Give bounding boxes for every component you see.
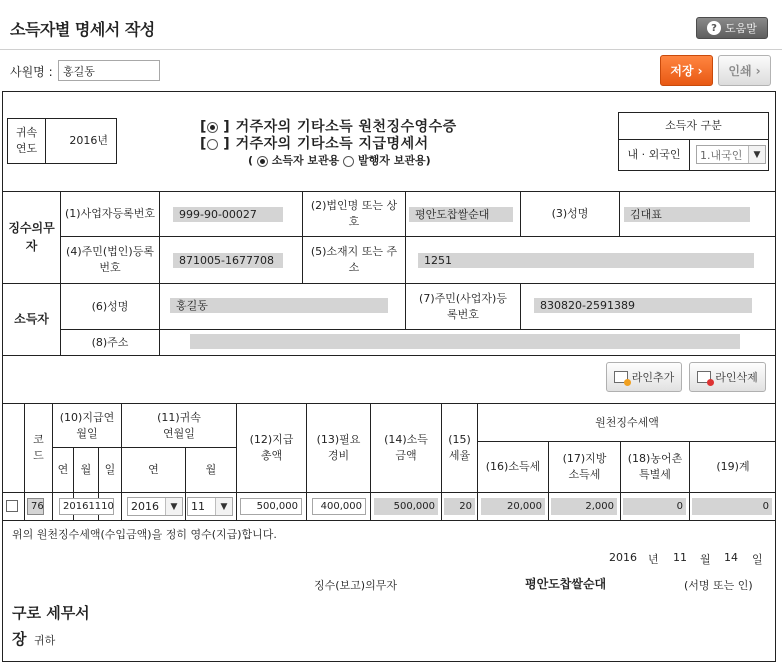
col-rate-header: (15)세율 <box>448 433 471 462</box>
earner-address-field[interactable] <box>190 334 740 349</box>
issue-date-year: 2016 <box>609 551 637 564</box>
issue-date-day: 14 <box>724 551 738 564</box>
honorific: 귀하 <box>34 634 56 647</box>
row-sum-field: 0 <box>692 498 772 515</box>
col-rural-tax-header: (18)농어촌특별세 <box>627 452 683 481</box>
attribution-year-value: 2016년 <box>69 134 108 148</box>
chevron-down-icon: ▼ <box>165 498 182 515</box>
radio-issuer-copy[interactable] <box>343 156 354 167</box>
question-icon: ? <box>707 21 721 35</box>
issue-date-day-unit: 일 <box>752 553 763 566</box>
company-name-label: (2)법인명 또는 상호 <box>310 199 398 228</box>
row-attr-year-select[interactable]: 2016 ▼ <box>127 497 183 516</box>
col-income-tax-header: (16)소득세 <box>485 460 541 474</box>
employee-label: 사원명 : <box>10 65 53 79</box>
col-attr-month-header: 월 <box>205 463 217 477</box>
earner-reg-number-field[interactable]: 830820-2591389 <box>534 298 752 313</box>
delete-line-icon <box>697 371 711 383</box>
radio-earner-copy[interactable] <box>257 156 268 167</box>
radio-unchecked-icon[interactable] <box>207 139 218 150</box>
add-line-icon <box>614 371 628 383</box>
earner-reg-number-label: (7)주민(사업자)등록번호 <box>419 291 507 321</box>
col-expense-header: (13)필요경비 <box>316 433 361 462</box>
save-button-label: 저장 <box>670 64 694 78</box>
col-total-header: (12)지급총액 <box>249 433 294 462</box>
issue-date-month-unit: 월 <box>700 553 711 566</box>
address-label: (5)소재지 또는 주소 <box>310 245 398 274</box>
business-reg-number-field[interactable]: 999-90-00027 <box>173 207 283 222</box>
row-local-tax-field: 2,000 <box>551 498 617 515</box>
obligor-label: 징수(보고)의무자 <box>314 579 397 592</box>
chevron-down-icon: ▼ <box>215 498 232 515</box>
col-pay-date-header: (10)지급연월일 <box>59 410 115 440</box>
earner-name-field[interactable]: 홍길동 <box>170 298 388 313</box>
col-pay-day-header: 일 <box>104 463 116 477</box>
add-line-button[interactable]: 라인추가 <box>606 362 682 392</box>
tax-office-name: 구로 세무서 <box>12 604 90 622</box>
earner-address-label: (8)주소 <box>91 335 129 349</box>
row-income-tax-field: 20,000 <box>481 498 545 515</box>
col-attr-date-header: (11)귀속연월일 <box>157 410 201 440</box>
representative-name-field[interactable]: 김대표 <box>624 207 750 222</box>
earner-section-label: 소득자 <box>14 311 49 326</box>
copy-type-options: ( 소득자 보관용 발행자 보관용) <box>248 154 431 167</box>
col-withholding-header: 원천징수세액 <box>595 415 659 429</box>
print-button[interactable] <box>718 55 771 86</box>
option-statement[interactable]: [ ] 거주자의 기타소득 지급명세서 <box>200 136 429 152</box>
row-rural-tax-field: 0 <box>623 498 686 515</box>
resident-reg-number-label: (4)주민(법인)등록번호 <box>66 245 154 274</box>
radio-checked-icon[interactable] <box>207 122 218 133</box>
withholder-section-label: 징수의무자 <box>8 221 55 253</box>
col-attr-year-header: 연 <box>148 463 159 477</box>
page-title: 소득자별 명세서 작성 <box>10 20 155 39</box>
company-name-field[interactable]: 평안도찹쌀순대 <box>409 207 513 222</box>
row-code-field[interactable]: 76 <box>27 498 44 515</box>
nationality-label: 내 · 외국인 <box>627 148 681 162</box>
col-income-header: (14)소득금액 <box>384 433 428 462</box>
issue-date-month: 11 <box>673 551 687 564</box>
help-button[interactable] <box>696 17 768 39</box>
chevron-right-icon: › <box>697 63 703 78</box>
business-reg-number-label: (1)사업자등록번호 <box>65 207 155 221</box>
signature-label: (서명 또는 인) <box>684 579 753 592</box>
print-button-label: 인쇄 <box>728 64 752 78</box>
col-local-tax-header: (17)지방소득세 <box>562 452 607 481</box>
row-rate-field: 20 <box>444 498 475 515</box>
delete-line-button[interactable]: 라인삭제 <box>689 362 766 392</box>
title-divider <box>0 49 782 50</box>
receipt-statement: 위의 원천징수세액(수입금액)을 정히 영수(지급)합니다. <box>12 528 277 541</box>
employee-name-input[interactable] <box>58 60 160 81</box>
earner-type-title: 소득자 구분 <box>665 119 722 133</box>
representative-name-label: (3)성명 <box>551 207 589 221</box>
row-income-field: 500,000 <box>374 498 438 515</box>
row-attr-month-select[interactable]: 11 ▼ <box>187 497 233 516</box>
row-expense-input[interactable]: 400,000 <box>312 498 366 515</box>
obligor-name: 평안도찹쌀순대 <box>525 577 607 591</box>
attribution-year-label: 귀속 연도 <box>15 126 38 155</box>
tax-office-chief: 장 <box>12 630 27 648</box>
row-total-input[interactable]: 500,000 <box>240 498 302 515</box>
issue-date-year-unit: 년 <box>648 553 659 566</box>
row-pay-date-input[interactable]: 20161110 <box>59 498 114 515</box>
resident-reg-number-field[interactable]: 871005-1677708 <box>173 253 283 268</box>
earner-name-label: (6)성명 <box>91 299 129 313</box>
row-select-checkbox[interactable] <box>6 500 18 512</box>
chevron-down-icon: ▼ <box>748 146 765 163</box>
col-pay-month-header: 월 <box>80 463 92 477</box>
nationality-select[interactable]: 1.내국인 ▼ <box>696 145 766 164</box>
address-field[interactable]: 1251 <box>418 253 754 268</box>
chevron-right-icon: › <box>755 63 761 78</box>
col-code-header: 코드 <box>33 433 44 462</box>
col-sum-header: (19)계 <box>716 460 750 474</box>
option-receipt[interactable]: [ ] 거주자의 기타소득 원천징수영수증 <box>200 119 457 135</box>
save-button[interactable] <box>660 55 713 86</box>
col-pay-year-header: 연 <box>57 463 69 477</box>
help-button-label: 도움말 <box>725 22 757 35</box>
